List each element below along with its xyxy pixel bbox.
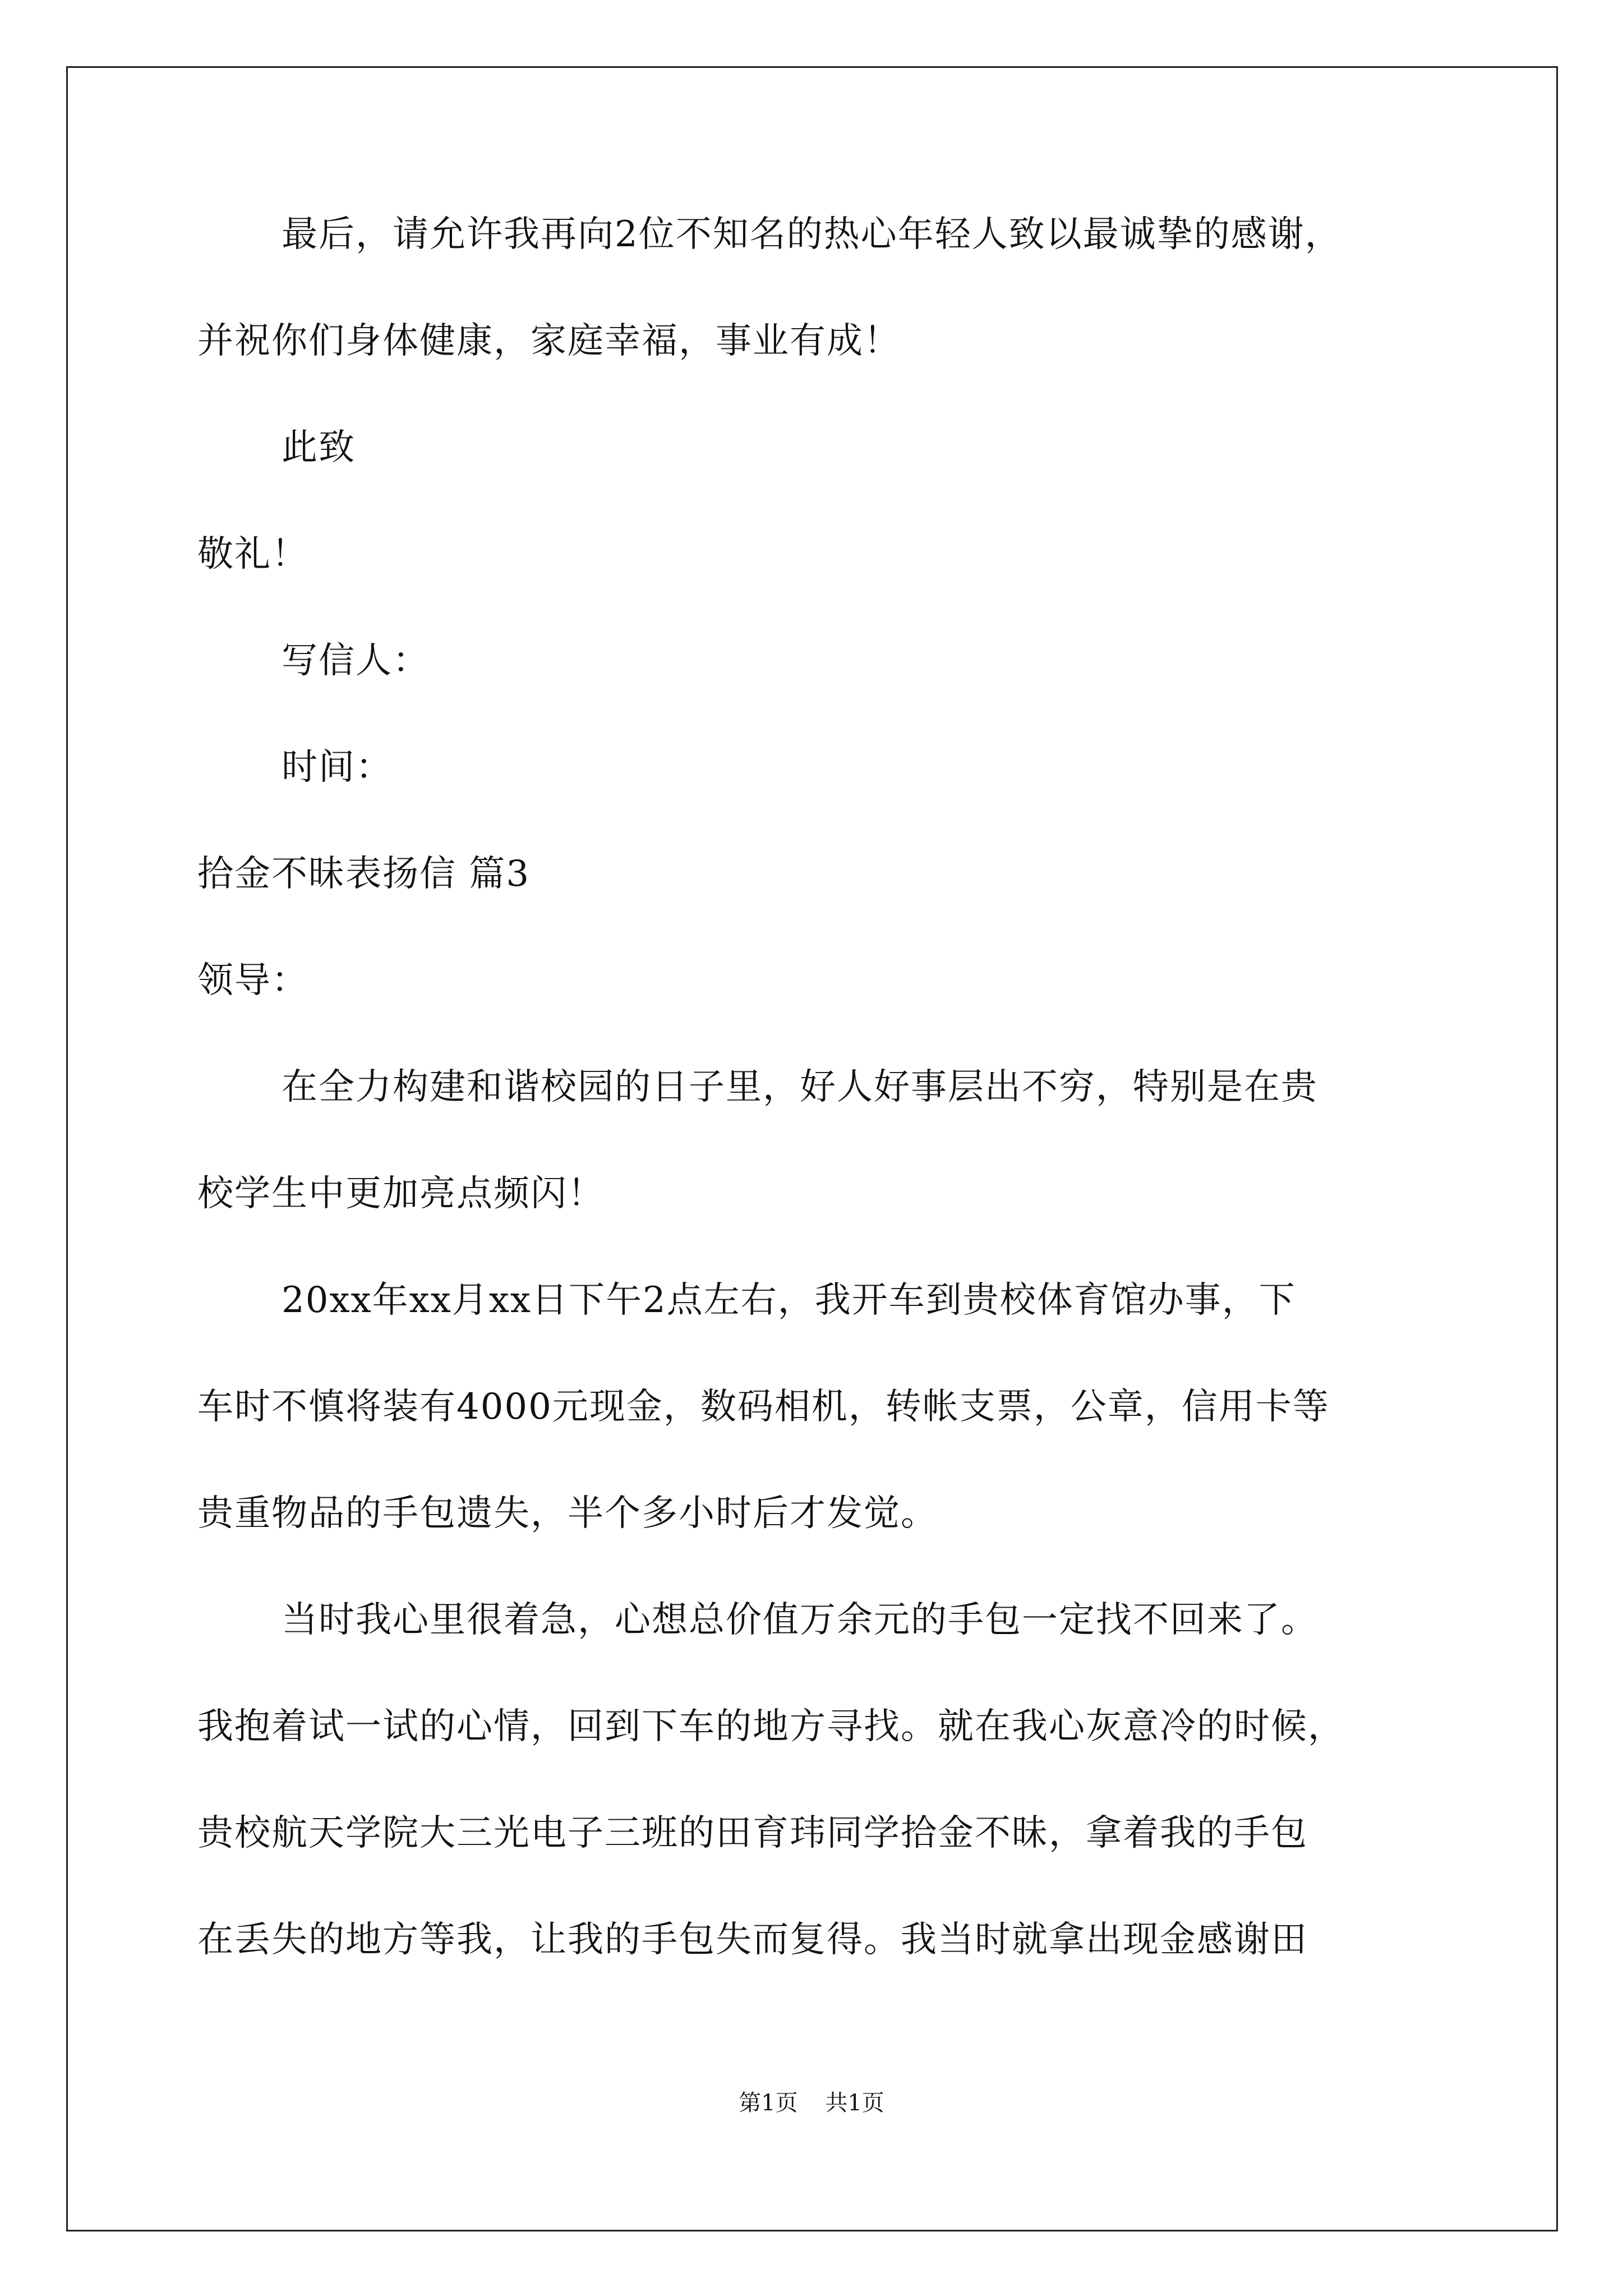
letter-writer-label: 写信人： [282, 640, 430, 682]
paragraph-line: 车时不慎将装有4000元现金，数码相机，转帐支票，公章，信用卡等 [197, 1386, 1330, 1428]
paragraph-line: 校学生中更加亮点频闪！ [197, 1173, 605, 1214]
section-heading: 拾金不昧表扬信 篇3 [197, 853, 531, 895]
paragraph-line: 我抱着试一试的心情，回到下车的地方寻找。就在我心灰意冷的时候， [197, 1706, 1345, 1747]
paragraph-line: 贵校航天学院大三光电子三班的田育玮同学拾金不昧，拿着我的手包 [197, 1812, 1308, 1854]
paragraph-line: 最后，请允许我再向2位不知名的热心年轻人致以最诚挚的感谢， [282, 214, 1342, 255]
paragraph-line: 20xx年xx月xx日下午2点左右，我开车到贵校体育馆办事，下 [282, 1280, 1296, 1321]
paragraph-line: 在丢失的地方等我，让我的手包失而复得。我当时就拿出现金感谢田 [197, 1919, 1308, 1961]
letter-date-label: 时间： [282, 747, 393, 788]
page-number-current: 第1页 [739, 2090, 798, 2116]
paragraph-line: 当时我心里很着急，心想总价值万余元的手包一定找不回来了。 [282, 1599, 1318, 1641]
paragraph-line: 在全力构建和谐校园的日子里，好人好事层出不穷，特别是在贵 [282, 1066, 1318, 1108]
page-footer [0, 2090, 1623, 2116]
letter-addressee: 领导： [197, 960, 308, 1001]
page-number-total: 共1页 [825, 2090, 884, 2116]
salutation-closing: 此致 [282, 427, 356, 468]
salutation-regards: 敬礼！ [197, 533, 308, 575]
paragraph-line: 贵重物品的手包遗失，半个多小时后才发觉。 [197, 1493, 938, 1534]
paragraph-line: 并祝你们身体健康，家庭幸福，事业有成！ [197, 320, 901, 362]
page-border [66, 66, 1558, 2231]
